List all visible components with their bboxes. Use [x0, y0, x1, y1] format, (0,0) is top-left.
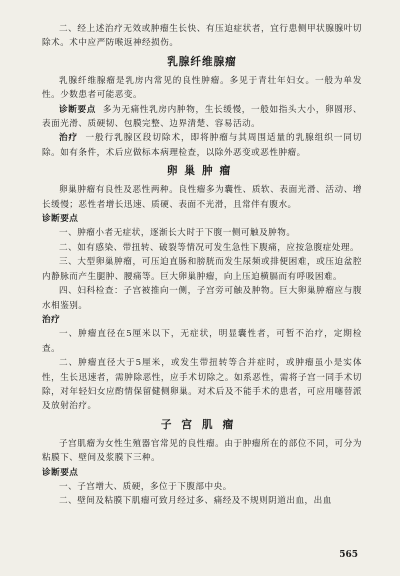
subheading-diagnosis: 诊断要点 [42, 214, 79, 225]
paragraph-intro: 乳腺纤维腺瘤是乳房内常见的良性肿瘤。多见于青壮年妇女。一般为单发性。少数患者可能恶变。 [42, 75, 362, 101]
paragraph-continued: 二、经上述治疗无效或肿瘤生长快、有压迫症状者，宜行患侧甲状腺腺叶切除术。术中应严防喉返神经损伤。 [42, 24, 362, 49]
list-item: 四、妇科检查：子宫被推向一侧，子宫旁可触及肿物。巨大卵巢肿瘤应与腹水相鉴别。 [42, 286, 362, 311]
list-item: 一、肿瘤直径在5厘米以下，无症状，明显囊性者，可暂不治疗，定期检查。 [42, 329, 362, 354]
list-item: 一、子宫增大、质硬，多位于下腹部中央。 [59, 481, 232, 492]
list-item: 二、肿瘤直径大于5厘米，或发生带扭转等合并症时，或肿瘤虽小是实体性，生长迅速者，需肿除恶性，应手术切除之。如系恶性，需将子宫一同手术切除，对年轻妇女应酌情保留健侧卵巢。对术后及不能手术的患者，可应用噻替派及放射治疗。 [42, 358, 362, 412]
diagnosis-label: 诊断要点 [59, 104, 97, 115]
paragraph-diagnosis [42, 103, 362, 132]
paragraph-intro: 子宫肌瘤为女性生殖器官常见的良性瘤。由于肿瘤所在的部位不同，可分为粘膜下、壁间及浆膜下三种。 [42, 438, 362, 464]
list-item: 三、大型卵巢肿瘤，可压迫直肠和膀胱而发生尿频或排便困难，或压迫盆腔内静脉而产生腿肿、腰痛等。巨大卵巢肿瘤，向上压迫横膈而有呼吸困难。 [42, 257, 362, 282]
section-title-ovarian-tumor: 卵巢肿瘤 [166, 165, 238, 178]
paragraph-intro: 卵巢肿瘤有良性及恶性两种。良性瘤多为囊性、质软、表面光滑、活动、增长缓慢；恶性者增长迅速、质硬、表面不光滑，且常伴有腹水。 [42, 185, 362, 210]
subheading-diagnosis: 诊断要点 [42, 467, 79, 478]
list-item: 一、肿瘤小者无症状，逐渐长大时于下腹一侧可触及肿物。 [59, 228, 296, 239]
treatment-text: 一般行乳腺区段切除术，即将肿瘤与其周围适量的乳腺组织一同切除。如有条件，术后应做标本病理检查，以除外恶变或恶性肿瘤。 [42, 133, 362, 158]
diagnosis-text: 多为无痛性乳房内肿物，生长缓慢，一般如指头大小，卵圆形、表面光滑、质硬韧、包膜完整、边界清楚、容易活动。 [42, 104, 362, 130]
list-item: 二、壁间及粘膜下肌瘤可致月经过多、痛经及不规则阴道出血，出血 [59, 496, 332, 507]
section-title-uterine-fibroid: 子宫肌瘤 [160, 418, 244, 431]
page-number: 565 [339, 549, 358, 560]
list-item: 二、如有感染、带扭转、破裂等情况可发生急性下腹痛，应按急腹症处理。 [59, 242, 360, 253]
treatment-label: 治疗 [59, 133, 79, 144]
paragraph-treatment [42, 131, 362, 160]
section-title-breast-fibroadenoma: 乳腺纤维腺瘤 [167, 55, 237, 68]
subheading-treatment: 治疗 [42, 314, 61, 325]
